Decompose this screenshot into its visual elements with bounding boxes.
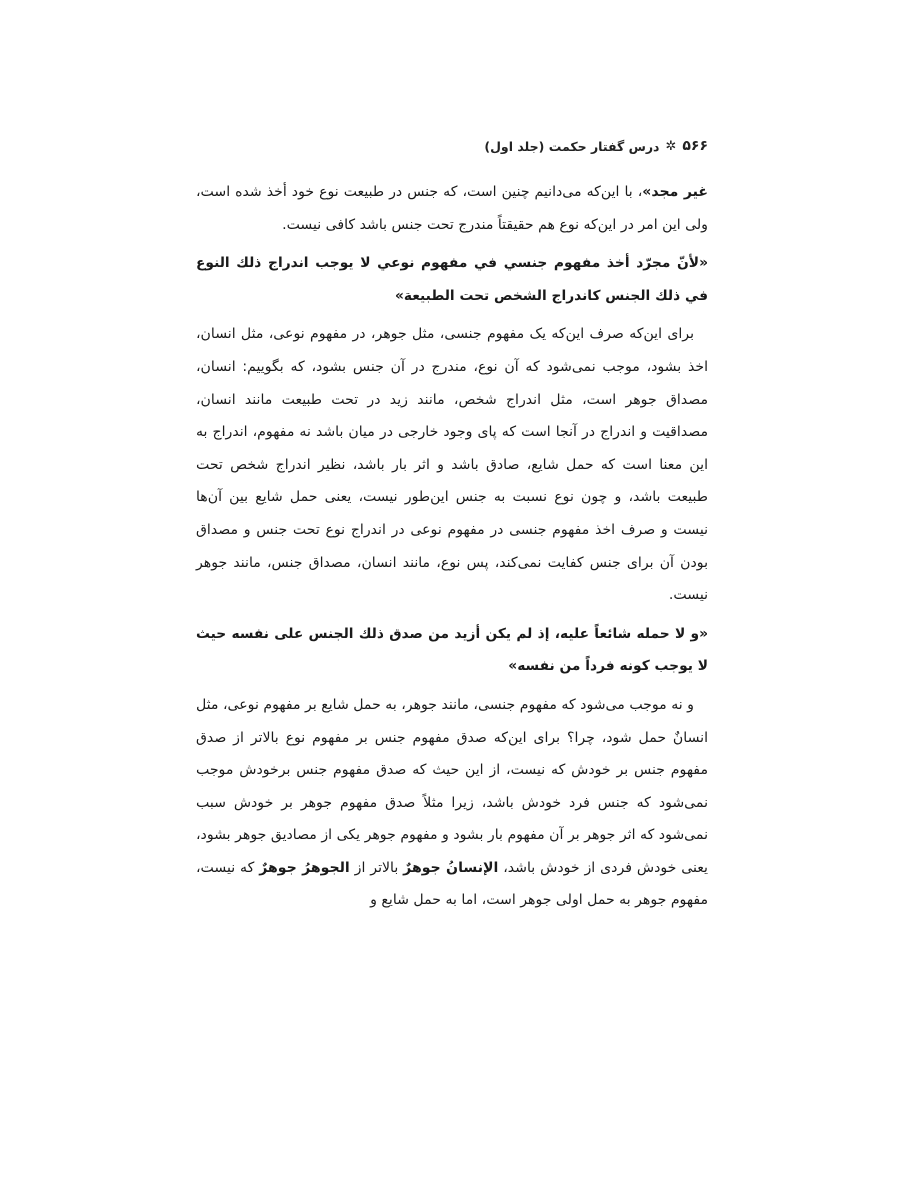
page-number: ۵۶۶: [682, 138, 708, 154]
flower-ornament-icon: ✲: [665, 138, 677, 154]
paragraph-3-text-c: بالاتر از: [349, 859, 404, 876]
paragraph-1-text: ، با این‌که می‌دانیم چنین است، که جنس در طبیعت نوع خود أخذ شده است، ولی این امر در این‌که نوع هم حقیقتاً مندرج تحت جنس باشد کافی نیست.: [196, 184, 708, 233]
paragraph-1: [196, 176, 708, 241]
arabic-quote-1: «لأنّ مجرّد أخذ مفهوم جنسي في مفهوم نوعي لا يوجب اندراج ذلك النوع في ذلك الجنس كاندراج الشخص تحت الطبيعة»: [196, 255, 708, 304]
page-body: [196, 176, 708, 917]
paragraph-3: [196, 689, 708, 917]
arabic-quote-2: «و لا حمله شائعاً عليه، إذ لم يكن أزيد من صدق ذلك الجنس على نفسه حيث لا يوجب كونه فرداً من نفسه»: [196, 625, 708, 675]
paragraph-3-text-e: که نیست، مفهوم جوهر به حمل اولی جوهر است، اما به حمل شایع و: [196, 859, 708, 909]
running-header: [196, 138, 708, 154]
paragraph-3-bold-b: الإنسانُ جوهرٌ: [403, 859, 499, 876]
paragraph-1-bold-lead: غیر مجد»: [642, 184, 708, 200]
paragraph-2: برای این‌که صرف این‌که یک مفهوم جنسی، مثل جوهر، در مفهوم نوعی، مثل انسان، اخذ بشود، موجب نمی‌شود که آن نوع، مندرج در آن جنس بشود، که بگوییم: انسان، مصداق جوهر است، مثل اندراج شخص، مانند زید در تحت طبیعت مانند انسان، مصداقیت و اندراج در آنجا است که پای وجود خارجی در میان باشد نه مفهوم، اندراج به این معنا است که حمل شایع، صادق باشد و اثر بار باشد، نظیر اندراج شخص تحت طبیعت باشد، و چون نوع نسبت به جنس این‌طور نیست، یعنی حمل شایع بین آن‌ها نیست و صرف اخذ مفهوم جنسی در مفهوم نوعی در اندراج نوع تحت جنس و مصداق بودن آن برای جنس کفایت نمی‌کند، پس نوع، مانند انسان، مصداق جنس، مانند جوهر نیست.: [196, 326, 708, 604]
book-title: درس گفتار حکمت (جلد اول): [484, 138, 660, 154]
paragraph-3-text-a: و نه موجب می‌شود که مفهوم جنسی، مانند جوهر، به حمل شایع بر مفهوم نوعی، مثل انسانٌ حمل شود، چرا؟ برای این‌که صدق مفهوم جنس بر مفهوم نوع بالاتر از صدق مفهوم جنس بر خودش که نیست، از این حیث که صدق مفهوم جنس برخودش موجب نمی‌شود که جنس فرد خودش باشد، زیرا مثلاً صدق مفهوم جوهر بر خودش سبب نمی‌شود که اثر جوهر بر آن مفهوم بار بشود و مفهوم جوهر یکی از مصادیق جوهر بشود، یعنی خودش فردی از خودش باشد،: [196, 696, 708, 876]
paragraph-3-bold-d: الجوهرُ جوهرٌ: [259, 859, 350, 876]
